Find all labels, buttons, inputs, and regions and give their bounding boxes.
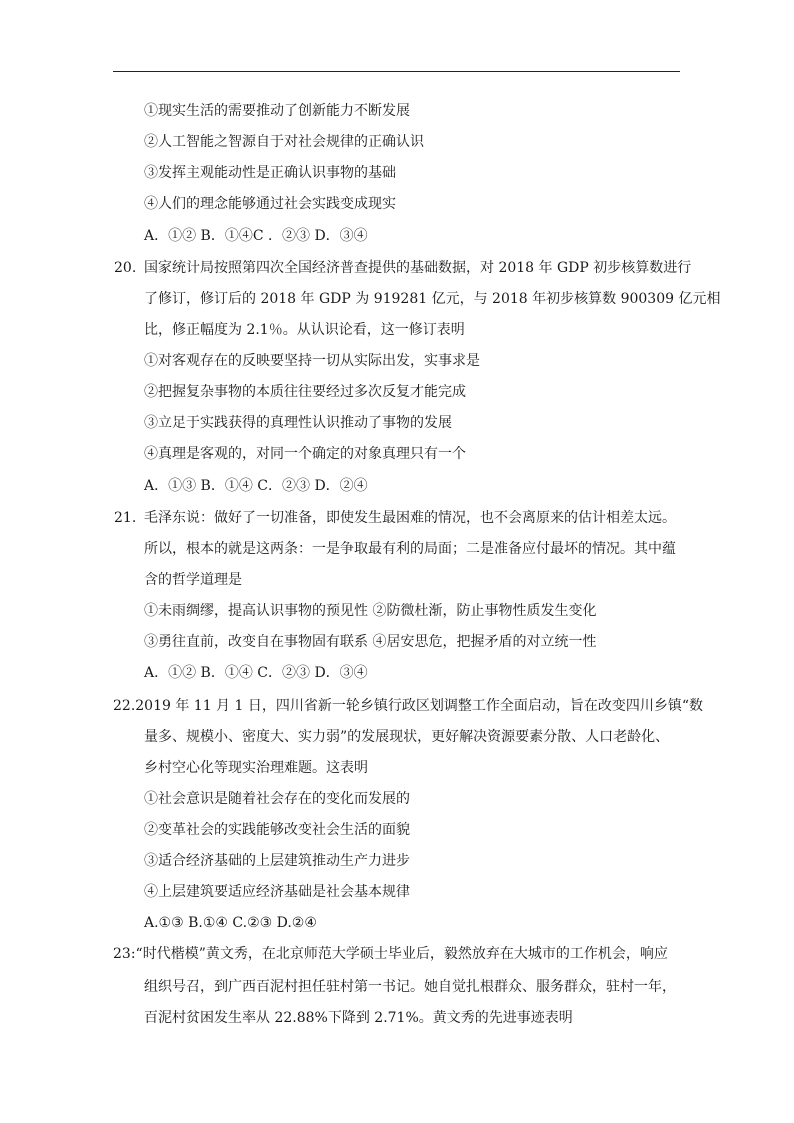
q19-option-2: ②人工智能之智源自于对社会规律的正确认识 <box>144 134 424 150</box>
q22-text-line-1: 22.2019 年 11 月 1 日，四川省新一轮乡镇行政区划调整工作全面启动，旨在改变四川乡镇“数 <box>113 698 704 714</box>
q21-text-line-2: 所以，根本的就是这两条：一是争取最有利的局面；二是准备应付最坏的情况。其中蕴 <box>144 541 676 557</box>
q22-answer-choices: A.①③ B.①④ C.②③ D.②④ <box>144 915 317 931</box>
q22-text-line-3: 乡村空心化等现实治理难题。这表明 <box>144 760 368 776</box>
q21-number: 21. <box>114 510 137 526</box>
q23-text-line-2: 组织号召，到广西百泥村担任驻村第一书记。她自觉扎根群众、服务群众，驻村一年， <box>144 979 676 995</box>
q19-option-3: ③发挥主观能动性是正确认识事物的基础 <box>144 165 396 181</box>
q21-option-row-2: ③勇往直前，改变自在事物固有联系 ④居安思危，把握矛盾的对立统一性 <box>144 634 597 650</box>
q22-option-2: ②变革社会的实践能够改变社会生活的面貌 <box>144 822 410 838</box>
q20-option-1: ①对客观存在的反映要坚持一切从实际出发，实事求是 <box>144 353 480 369</box>
q20-text-line-3: 比，修正幅度为 2.1％。从认识论看，这一修订表明 <box>144 322 465 338</box>
q22-option-1: ①社会意识是随着社会存在的变化而发展的 <box>144 791 410 807</box>
q21-answer-choices: A．①② B．①④ C．②③ D．③④ <box>144 665 368 681</box>
q19-option-1: ①现实生活的需要推动了创新能力不断发展 <box>144 103 410 119</box>
q22-option-4: ④上层建筑要适应经济基础是社会基本规律 <box>144 884 410 900</box>
q21-text-line-1: 毛泽东说：做好了一切准备，即使发生最困难的情况，也不会离原来的估计相差太远。 <box>144 510 676 526</box>
q20-option-2: ②把握复杂事物的本质往往要经过多次反复才能完成 <box>144 384 466 400</box>
q20-number: 20. <box>114 260 137 276</box>
q21-text-line-3: 含的哲学道理是 <box>144 572 242 588</box>
q20-option-4: ④真理是客观的，对同一个确定的对象真理只有一个 <box>144 446 466 462</box>
q20-answer-choices: A．①③ B．①④ C．②③ D．②④ <box>144 478 368 494</box>
header-rule <box>113 71 680 72</box>
q20-text-line-1: 国家统计局按照第四次全国经济普查提供的基础数据，对 2018 年 GDP 初步核算数进行 <box>144 260 692 276</box>
q19-option-4: ④人们的理念能够通过社会实践变成现实 <box>144 196 396 212</box>
q19-answer-choices: A．①② B．①④C ．②③ D．③④ <box>144 228 368 244</box>
q21-option-row-1: ①未雨绸缪，提高认识事物的预见性 ②防微杜渐，防止事物性质发生变化 <box>144 603 597 619</box>
q23-text-line-3: 百泥村贫困发生率从 22.88%下降到 2.71%。黄文秀的先进事迹表明 <box>144 1010 573 1026</box>
q20-option-3: ③立足于实践获得的真理性认识推动了事物的发展 <box>144 415 452 431</box>
q23-text-line-1: 23:“时代楷模”黄文秀，在北京师范大学硕士毕业后，毅然放弃在大城市的工作机会，响应 <box>113 946 668 962</box>
q20-text-line-2: 了修订，修订后的 2018 年 GDP 为 919281 亿元，与 2018 年初步核算数 900309 亿元相 <box>144 291 721 307</box>
q22-text-line-2: 量多、规模小、密度大、实力弱”的发展现状，更好解决资源要素分散、人口老龄化、 <box>144 729 670 745</box>
q22-option-3: ③适合经济基础的上层建筑推动生产力进步 <box>144 853 410 869</box>
